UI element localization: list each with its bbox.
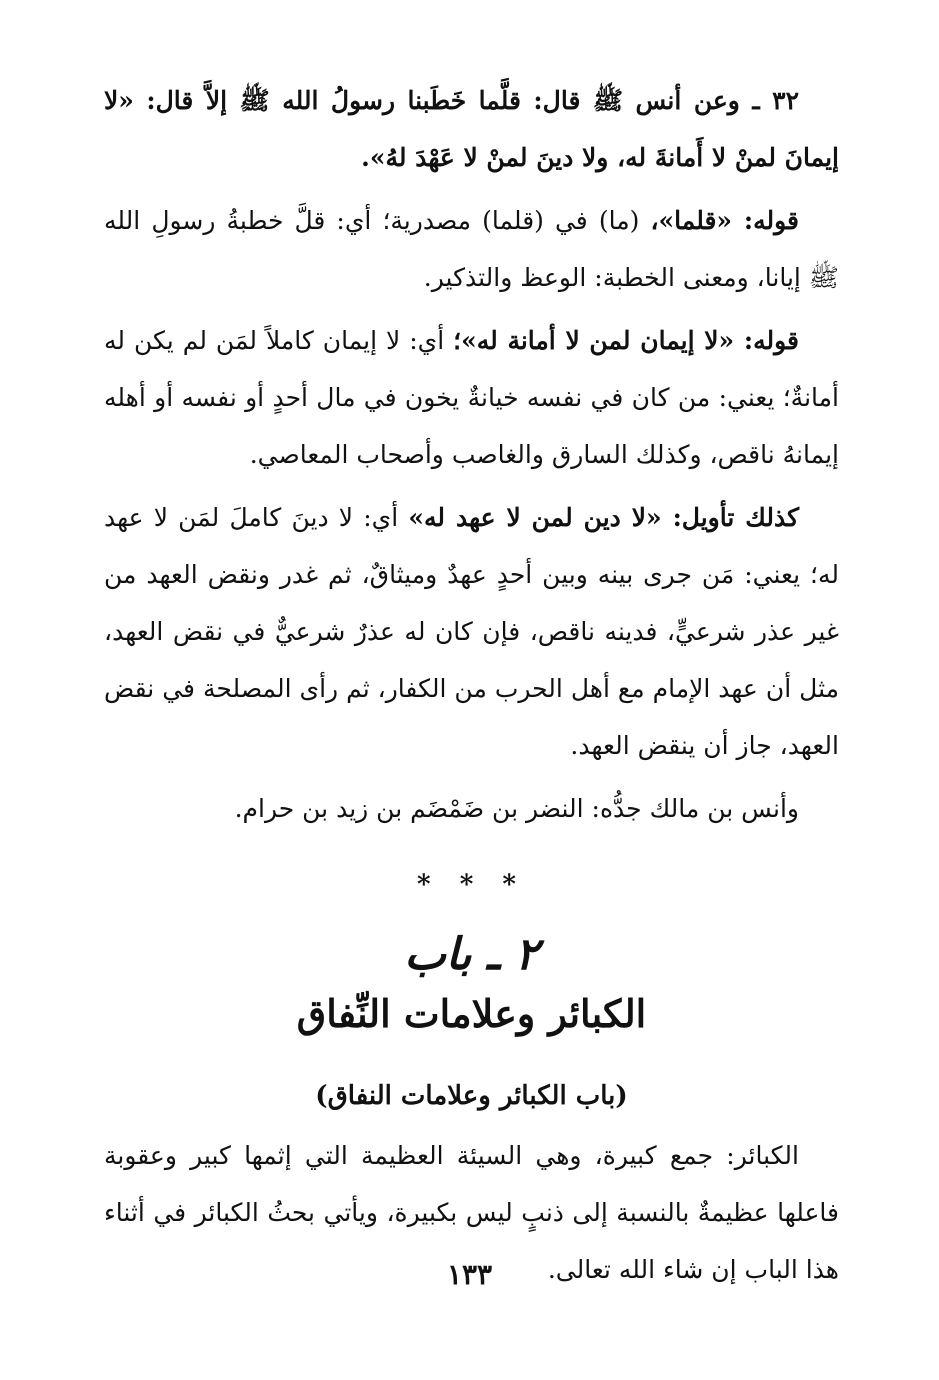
page-number: ١٣٣ bbox=[446, 1258, 493, 1291]
commentary-paragraph bbox=[104, 192, 839, 306]
commentary-paragraph bbox=[104, 780, 839, 837]
page-body bbox=[104, 72, 839, 1362]
commentary-text: أي: لا دينَ كاملَ لمَن لا عهد له؛ يعني: مَن جرى بينه وبين أحدٍ عهدٌ وميثاقٌ، ثم غدر ونقض العهد من غير عذر شرعيٍّ، فدينه ناقص، فإن كان له عذرٌ شرعيٌّ في نقض العهد، مثل أن عهد الإمام مع أهل الحرب من الكفار، ثم رأى المصلحة في نقض العهد، جاز أن ينقض العهد. bbox=[104, 503, 839, 760]
hadith-intro: ٣٢ ـ وعن أنس ﷺ قال: قلَّما خَطَبنا رسولُ الله ﷺ إلاَّ قال: bbox=[133, 86, 799, 115]
hadith-text bbox=[104, 72, 839, 186]
commentary-paragraph bbox=[104, 489, 839, 774]
commentary-paragraph bbox=[104, 312, 839, 483]
section-separator: * * * bbox=[417, 870, 526, 900]
commentary-text: وأنس بن مالك جدُّه: النضر بن ضَمْضَم بن زيد بن حرام. bbox=[234, 794, 799, 823]
hadith-quote: «لا إيمانَ لمنْ لا أَمانةَ له، ولا دينَ لمنْ لا عَهْدَ لهُ». bbox=[104, 86, 839, 172]
commentary-lead: قوله: «لا إيمان لمن لا أمانة له»؛ bbox=[453, 326, 799, 355]
chapter-title: الكبائر وعلامات النِّفاق bbox=[296, 991, 647, 1036]
commentary-lead: كذلك تأويل: «لا دين لمن لا عهد له» bbox=[408, 503, 799, 532]
section-heading: (باب الكبائر وعلامات النفاق) bbox=[315, 1081, 628, 1111]
chapter-number: ٢ ـ باب bbox=[404, 929, 539, 980]
commentary-lead: قوله: «قلما»، bbox=[650, 206, 800, 235]
commentary-text: أي: لا إيمان كاملاً لمَن لم يكن له أمانةٌ؛ يعني: من كان في نفسه خيانةٌ يخون في مال أحدٍ أو نفسه أو أهله إيمانهُ ناقص، وكذلك السارق والغاصب وأصحاب المعاصي. bbox=[104, 326, 839, 469]
section-body: الكبائر: جمع كبيرة، وهي السيئة العظيمة التي إثمها كبير وعقوبة فاعلها عظيمةٌ بالنسبة إلى ذنبٍ ليس بكبيرة، ويأتي بحثُ الكبائر في أثناء هذا الباب إن شاء الله تعالى. bbox=[104, 1141, 839, 1284]
commentary-text: (ما) في (قلما) مصدرية؛ أي: قلَّ خطبةُ رسولِ الله ﷺ إيانا، ومعنى الخطبة: الوعظ والتذكير. bbox=[104, 206, 839, 292]
